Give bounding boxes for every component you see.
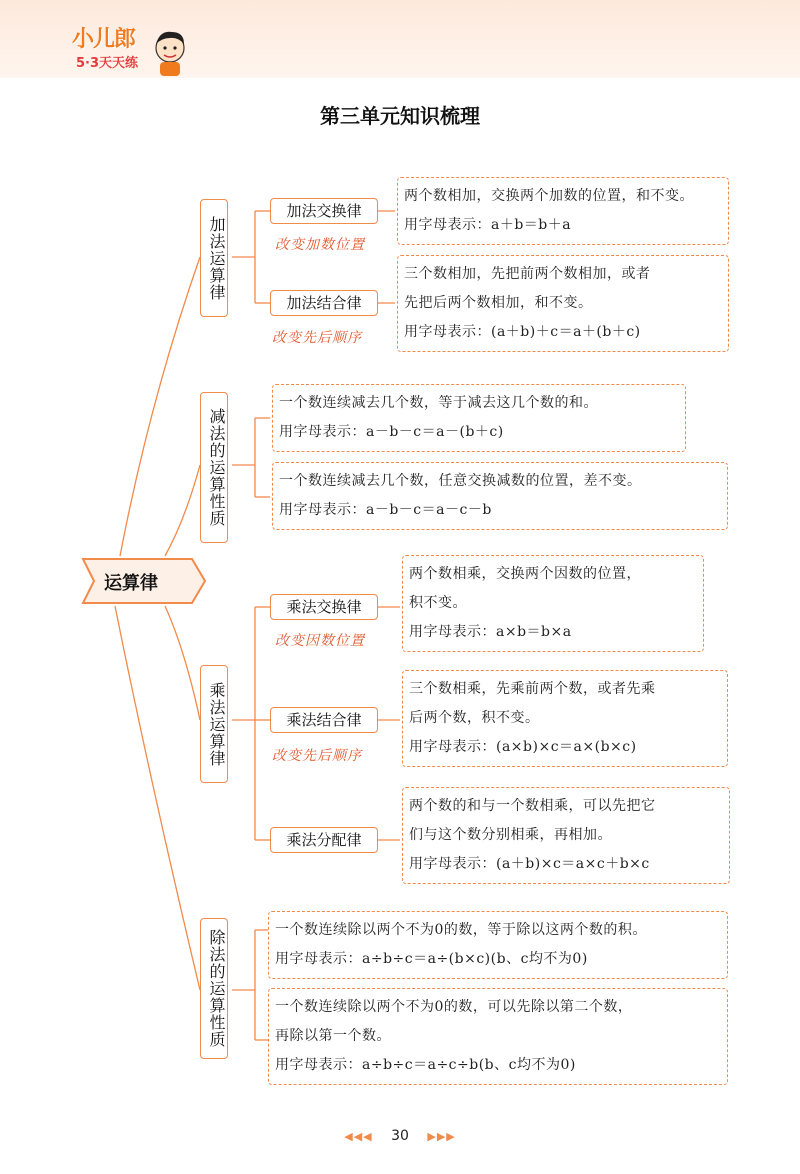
rule-line: 们与这个数分别相乘，再相加。 bbox=[409, 827, 612, 843]
rule-formula: 用字母表示：a×b＝b×a bbox=[409, 624, 572, 640]
rule-formula: 用字母表示：a÷b÷c＝a÷(b×c)(b、c均不为0) bbox=[275, 951, 588, 967]
rule-line: 一个数连续减去几个数，任意交换减数的位置，差不变。 bbox=[279, 473, 642, 489]
next-arrows-icon: ▶▶▶ bbox=[427, 1130, 456, 1143]
rule-formula: 用字母表示：a－b－c＝a－(b＋c) bbox=[279, 424, 504, 440]
rule-formula: 用字母表示：a＋b＝b＋a bbox=[404, 217, 572, 233]
law-mul-commutative: 乘法交换律 bbox=[270, 594, 378, 620]
rule-mul-distributive bbox=[402, 787, 730, 884]
law-add-associative: 加法结合律 bbox=[270, 290, 378, 316]
series-name: 5·3天天练 bbox=[76, 56, 139, 71]
branch-division: 除法的运算性质 bbox=[200, 918, 228, 1059]
rule-line: 三个数相加，先把前两个数相加，或者 bbox=[404, 266, 651, 282]
rule-line: 两个数相加，交换两个加数的位置，和不变。 bbox=[404, 188, 694, 204]
rule-line: 先把后两个数相加，和不变。 bbox=[404, 295, 593, 311]
rule-division-1 bbox=[268, 911, 728, 979]
law-add-commutative: 加法交换律 bbox=[270, 198, 378, 224]
rule-formula: 用字母表示：a÷b÷c＝a÷c÷b(b、c均不为0) bbox=[275, 1057, 576, 1073]
rule-subtraction-2 bbox=[272, 462, 728, 530]
root-label: 运算律 bbox=[104, 573, 158, 594]
branch-addition: 加法运算律 bbox=[200, 199, 228, 317]
rule-formula: 用字母表示：(a×b)×c＝a×(b×c) bbox=[409, 739, 637, 755]
rule-line: 两个数相乘，交换两个因数的位置， bbox=[409, 566, 641, 582]
rule-line: 后两个数，积不变。 bbox=[409, 710, 540, 726]
rule-formula: 用字母表示：a－b－c＝a－c－b bbox=[279, 502, 492, 518]
rule-formula: 用字母表示：(a＋b)＋c＝a＋(b＋c) bbox=[404, 324, 641, 340]
rule-division-2 bbox=[268, 988, 728, 1085]
law-mul-associative: 乘法结合律 bbox=[270, 707, 378, 733]
rule-add-commutative bbox=[397, 177, 729, 245]
brand-name: 小儿郎 bbox=[72, 27, 136, 52]
rule-line: 一个数连续减去几个数，等于减去这几个数的和。 bbox=[279, 395, 598, 411]
note-mul-associative: 改变先后顺序 bbox=[272, 748, 362, 764]
rule-line: 三个数相乘，先乘前两个数，或者先乘 bbox=[409, 681, 656, 697]
rule-add-associative bbox=[397, 255, 729, 352]
law-mul-distributive: 乘法分配律 bbox=[270, 827, 378, 853]
rule-line: 积不变。 bbox=[409, 595, 467, 611]
rule-mul-commutative bbox=[402, 555, 704, 652]
rule-line: 一个数连续除以两个不为0的数，可以先除以第二个数， bbox=[275, 999, 633, 1015]
note-add-commutative: 改变加数位置 bbox=[275, 237, 365, 253]
page-footer bbox=[0, 1128, 800, 1144]
branch-subtraction: 减法的运算性质 bbox=[200, 392, 228, 543]
branch-multiplication: 乘法运算律 bbox=[200, 665, 228, 783]
rule-mul-associative bbox=[402, 670, 728, 767]
prev-arrows-icon: ◀◀◀ bbox=[344, 1130, 373, 1143]
rule-subtraction-1 bbox=[272, 384, 686, 452]
rule-line: 再除以第一个数。 bbox=[275, 1028, 391, 1044]
page-title: 第三单元知识梳理 bbox=[320, 104, 480, 128]
note-add-associative: 改变先后顺序 bbox=[272, 330, 362, 346]
rule-line: 一个数连续除以两个不为0的数，等于除以这两个数的积。 bbox=[275, 922, 647, 938]
rule-line: 两个数的和与一个数相乘，可以先把它 bbox=[409, 798, 656, 814]
note-mul-commutative: 改变因数位置 bbox=[275, 633, 365, 649]
page-number: 30 bbox=[391, 1128, 409, 1144]
root-node bbox=[80, 556, 208, 606]
rule-formula: 用字母表示：(a＋b)×c＝a×c＋b×c bbox=[409, 856, 650, 872]
